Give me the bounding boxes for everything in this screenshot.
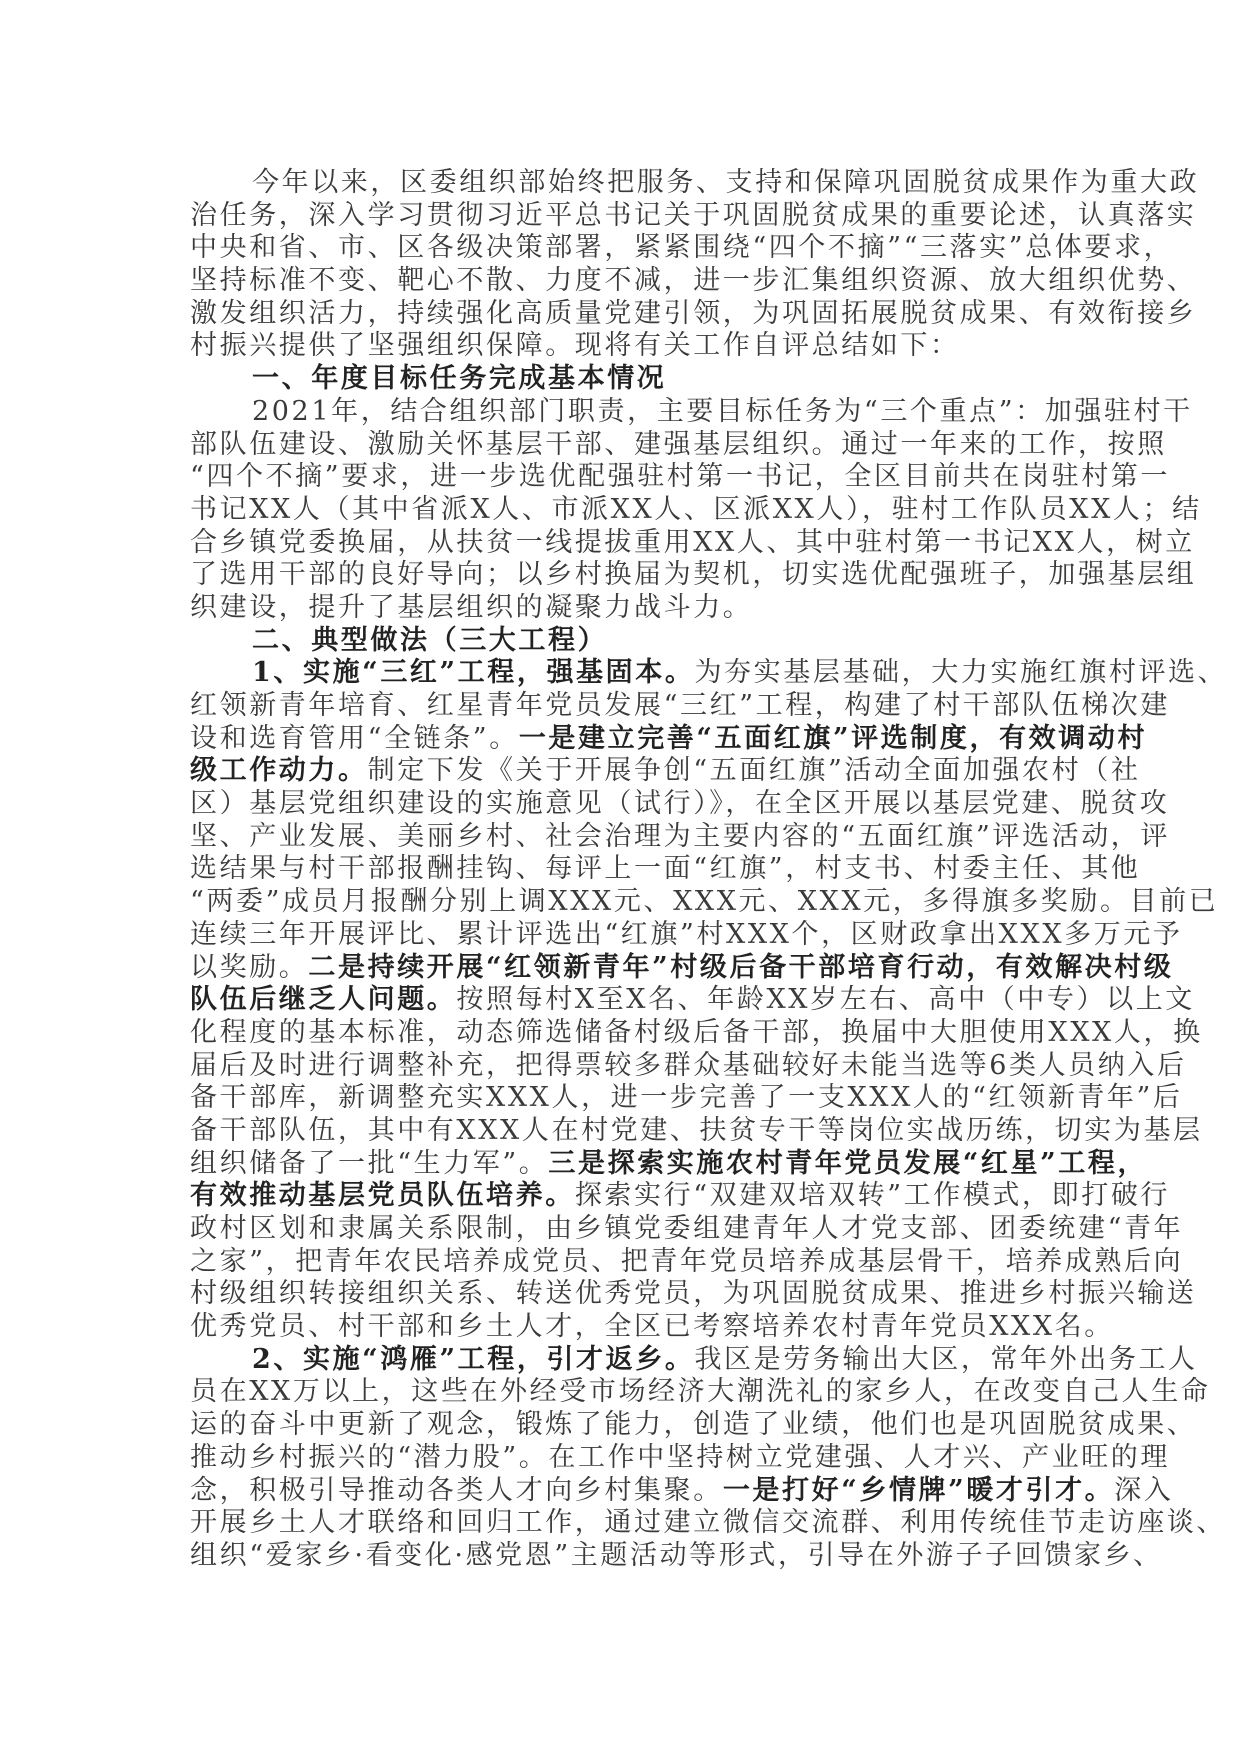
text-line [190, 1507, 1226, 1540]
text: 中央和省、市、区各级决策部署，紧紧围绕“四个不摘”“三落实”总体要求， [190, 232, 1174, 264]
text: 设和选育管用“全链条”。 [190, 722, 519, 754]
text: 念，积极引导推动各类人才向乡村集聚。 [190, 1474, 723, 1506]
text-line [190, 1441, 1171, 1475]
text-line [190, 330, 1058, 363]
text-line [190, 1049, 1187, 1083]
text: 选结果与村干部报酬挂钩、每评上一面“红旗”，村支书、村委主任、其他 [190, 853, 1141, 885]
text: 区）基层党组织建设的实施意见（试行）》，在全区开展以基层党建、脱贫攻 [190, 788, 1170, 820]
text: 为夯实基层基础，大力实施红旗村评选、 [694, 657, 1228, 689]
text-line [190, 461, 1171, 494]
bold-text: 一是建立完善“五面红旗”评选制度，有效调动村 [518, 722, 1148, 754]
text-line [190, 1409, 1197, 1442]
text: 红领新青年培育、红星青年党员发展“三红”工程，构建了村干部队伍梯次建 [190, 690, 1171, 721]
text-line [190, 1147, 1148, 1181]
text: 政村区划和隶属关系限制，由乡镇党委组建青年人才党支部、团委统建“青年 [190, 1213, 1184, 1244]
text: 一、年度目标任务完成基本情况 [252, 363, 667, 395]
text-line [190, 395, 1193, 429]
text-line [190, 199, 1197, 233]
text: 织建设，提升了基层组织的凝聚力战斗力。 [190, 591, 753, 623]
text: 组织“爱家乡·看变化·感党恩”主题活动等形式，引导在外游子子回馈家乡、 [190, 1539, 1163, 1571]
text: 运的奋斗中更新了观念，锻炼了能力，创造了业绩，他们也是巩固脱贫成果、 [190, 1409, 1197, 1441]
text: 深入 [1114, 1474, 1174, 1506]
text-line [190, 1474, 1174, 1508]
text: 组织储备了一批“生力军”。 [190, 1147, 549, 1179]
text: 村振兴提供了坚强组织保障。现将有关工作自评总结如下： [190, 330, 960, 362]
text-line [190, 559, 1197, 592]
text-line [190, 265, 1197, 298]
text-line [190, 886, 1219, 919]
text-line [190, 297, 1197, 331]
text-line [190, 232, 1174, 265]
text: “四个不摘”要求，进一步选优配强驻村第一书记，全区目前共在岗驻村第一 [190, 461, 1171, 493]
text: 合乡镇党委换届，从扶贫一线提拔重用XX人、其中驻村第一书记XX人，树立 [190, 526, 1195, 558]
text-line [190, 1114, 1203, 1148]
text-line [190, 1343, 1198, 1377]
text-line [190, 1180, 1171, 1213]
text-line [190, 592, 1058, 625]
text: 制定下发《关于开展争创“五面红旗”活动全面加强农村（社 [367, 755, 1141, 787]
paragraph [190, 395, 1202, 625]
section-heading [190, 625, 1058, 658]
bold-text: 队伍后继乏人问题。 [190, 984, 457, 1016]
text: 连续三年开展评比、累计评选出“红旗”村XXX个，区财政拿出XXX多万元予 [190, 918, 1183, 950]
text: 书记XX人（其中省派X人、市派XX人、区派XX人），驻村工作队员XX人；结 [190, 493, 1202, 525]
text: 推动乡村振兴的“潜力股”。在工作中坚持树立党建强、人才兴、产业旺的理 [190, 1441, 1171, 1473]
text-line [190, 1082, 1183, 1115]
text: 村级组织转接组织关系、转送优秀党员，为巩固脱贫成果、推进乡村振兴输送 [190, 1278, 1197, 1310]
text: 备干部队伍，其中有XXX人在村党建、扶贫专干等岗位实战历练，切实为基层 [190, 1114, 1203, 1146]
text: 员在XX万以上，这些在外经受市场经济大潮洗礼的家乡人，在改变自己人生命 [190, 1376, 1211, 1408]
text: “两委”成员月报酬分别上调XXX元、XXX元、XXX元，多得旗多奖励。目前已 [190, 886, 1219, 918]
bold-text: 有效推动基层党员队伍培养。 [190, 1180, 575, 1212]
text-line [190, 820, 1171, 854]
text: 坚持标准不变、靶心不散、力度不减，进一步汇集组织资源、放大组织优势、 [190, 265, 1197, 297]
text-line [190, 722, 1148, 756]
text: 开展乡土人才联络和回归工作，通过建立微信交流群、利用传统佳节走访座谈、 [190, 1507, 1226, 1539]
text-line [190, 1376, 1211, 1409]
text: 坚、产业发展、美丽乡村、社会治理为主要内容的“五面红旗”评选活动，评 [190, 820, 1171, 852]
text-line [190, 853, 1141, 886]
text-line [190, 1311, 1114, 1344]
text: 我区是劳务输出大区，常年外出务工人 [694, 1343, 1198, 1375]
bold-text: 三是探索实施农村青年党员发展“红星”工程， [548, 1147, 1148, 1179]
bold-text: 2、实施“鸿雁”工程，引才返乡。 [252, 1343, 695, 1375]
text-line [190, 788, 1170, 821]
document-body [190, 167, 1228, 1573]
text: 治任务，深入学习贯彻习近平总书记关于巩固脱贫成果的重要论述，认真落实 [190, 199, 1197, 231]
text-line [190, 1245, 1184, 1279]
paragraph [190, 1343, 1226, 1573]
text-line [190, 428, 1167, 462]
text-line [190, 690, 1171, 723]
text-line [190, 918, 1183, 952]
text: 届后及时进行调整补充，把得票较多群众基础较好未能当选等6类人员纳入后 [190, 1049, 1187, 1081]
text: 二、典型做法（三大工程） [252, 624, 608, 656]
text: 探索实行“双建双培双转”工作模式，即打破行 [574, 1180, 1171, 1212]
text: 部队伍建设、激励关怀基层干部、建强基层组织。通过一年来的工作，按照 [190, 428, 1167, 460]
text-line [190, 625, 1058, 658]
text: 今年以来，区委组织部始终把服务、支持和保障巩固脱贫成果作为重大政 [252, 167, 1200, 198]
text: 按照每村X至X名、年龄XX岁左右、高中（中专）以上文 [456, 984, 1195, 1016]
bold-text: 1、实施“三红”工程，强基固本。 [252, 657, 695, 689]
text: 之家”，把青年农民培养成党员、把青年党员培养成基层骨干，培养成熟后向 [190, 1245, 1184, 1277]
text-line [190, 167, 1200, 200]
text: 优秀党员、村干部和乡土人才，全区已考察培养农村青年党员XXX名。 [190, 1311, 1114, 1343]
text: 以奖励。 [190, 951, 309, 983]
text-line [190, 657, 1228, 690]
text-line [190, 493, 1202, 527]
section-heading [190, 363, 1058, 396]
text: 激发组织活力，持续强化高质量党建引领，为巩固拓展脱贫成果、有效衔接乡 [190, 297, 1197, 329]
text: 备干部库，新调整充实XXX人，进一步完善了一支XXX人的“红领新青年”后 [190, 1082, 1183, 1114]
text-line [190, 526, 1195, 560]
text-line [190, 1016, 1203, 1050]
text: 化程度的基本标准，动态筛选储备村级后备干部，换届中大胆使用XXX人，换 [190, 1016, 1203, 1048]
bold-text: 一是打好“乡情牌”暖才引才。 [722, 1474, 1115, 1506]
text-line [190, 1539, 1163, 1573]
text: 了选用干部的良好导向；以乡村换届为契机，切实选优配强班子，加强基层组 [190, 559, 1197, 591]
text-line [190, 755, 1141, 788]
paragraph [190, 657, 1228, 1343]
text-line [190, 951, 1174, 985]
bold-text: 二是持续开展“红领新青年”村级后备干部培育行动，有效解决村级 [308, 951, 1174, 983]
text-line [190, 1278, 1197, 1311]
text: 2021年，结合组织部门职责，主要目标任务为“三个重点”：加强驻村干 [252, 395, 1193, 427]
text-line [190, 1213, 1184, 1246]
bold-text: 级工作动力。 [190, 755, 368, 787]
text-line [190, 363, 1058, 396]
text-line [190, 984, 1195, 1017]
paragraph [190, 167, 1200, 363]
